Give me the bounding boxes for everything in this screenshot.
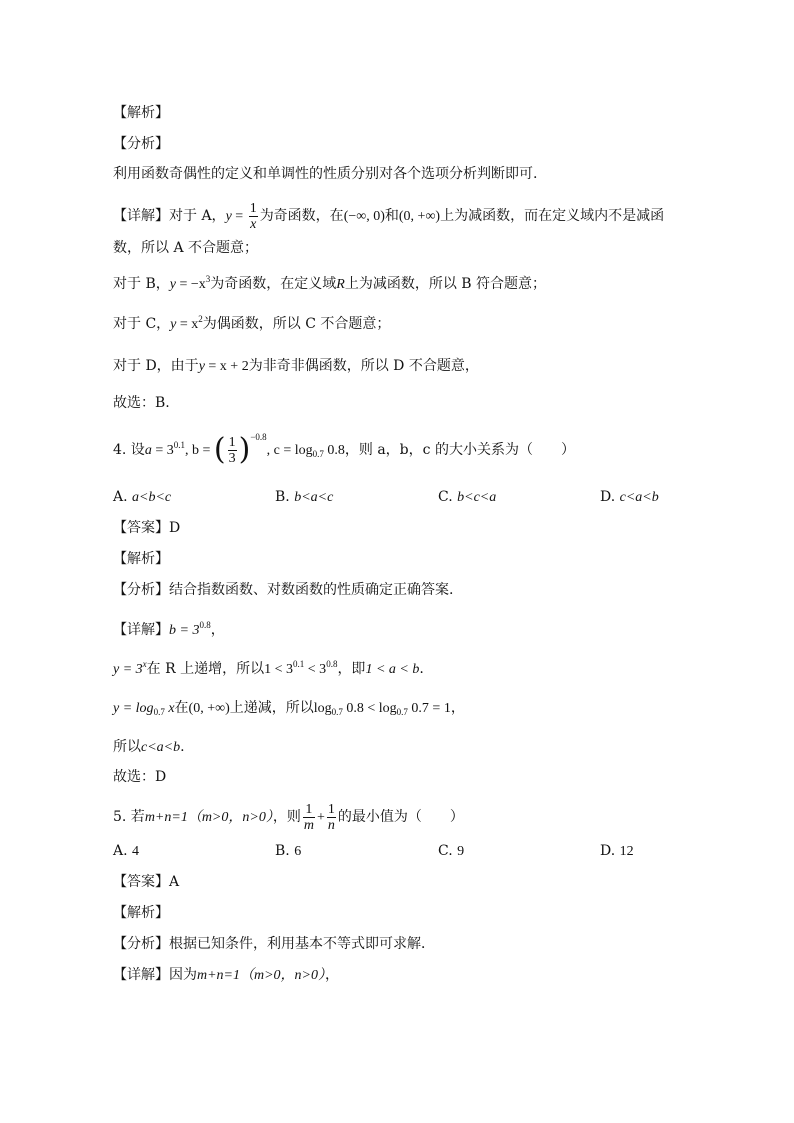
frac-denominator: 3	[228, 450, 236, 466]
answer-tag: 【答案】	[113, 874, 169, 890]
plus-sign: +	[316, 810, 325, 825]
q5-option-b[interactable]	[275, 841, 301, 862]
option-label: B.	[275, 843, 295, 859]
q4-c-arg: 0.8	[323, 443, 345, 458]
option-text: 4	[132, 844, 140, 859]
detail-c-intro: 对于 C，	[113, 316, 171, 332]
option-text: a<b<c	[132, 490, 172, 505]
option-text: 9	[457, 844, 465, 859]
q4-tail: ，则 a，b，c 的大小关系为（ ）	[344, 442, 575, 458]
and-text: 和	[384, 208, 399, 224]
frac-numerator: 1	[249, 200, 257, 216]
one-over-x-fraction	[249, 201, 258, 232]
q4-answer	[113, 518, 180, 538]
q5-options	[0, 841, 794, 861]
one-over-n-fraction	[327, 802, 336, 833]
q4-detail-1	[113, 620, 225, 641]
frac-denominator: m	[303, 817, 314, 833]
frac-denominator: x	[250, 216, 257, 232]
option-label: B.	[275, 489, 295, 505]
q4-b-exponent: −0.8	[250, 432, 267, 442]
q4-b-sep: , b =	[184, 443, 214, 458]
punct: .	[180, 739, 185, 755]
q5-option-c[interactable]	[438, 841, 464, 862]
q4-c-base: 0.7	[312, 449, 324, 459]
q5-then: ，则	[272, 809, 301, 825]
left-paren: (	[213, 432, 226, 467]
eq-sign: =	[231, 209, 247, 224]
option-text: 12	[619, 844, 634, 859]
frac-numerator: 1	[228, 434, 236, 450]
detail-d-intro: 对于 D，由于	[113, 358, 199, 374]
exponent: 0.8	[199, 620, 211, 630]
q5-analysis-heading: 【解析】	[113, 905, 169, 921]
detail-tag: 【详解】	[113, 622, 169, 638]
math-expr: x	[164, 701, 175, 716]
detail-tag: 【详解】	[113, 967, 169, 983]
detail-a-mid1: 为奇函数，在	[259, 208, 344, 224]
option-label: A.	[113, 489, 133, 505]
text: 在	[174, 700, 189, 716]
q4-option-b[interactable]	[275, 487, 333, 508]
log-base: 0.7	[396, 707, 408, 717]
q5-stem	[113, 800, 464, 835]
c-exponent: 2	[198, 314, 203, 324]
interval-negative: (−∞, 0)	[343, 209, 385, 224]
one-over-m-fraction	[303, 802, 315, 833]
answer-value: D	[169, 520, 181, 536]
math-expr: m+n=1（m>0，n>0）	[197, 968, 326, 983]
exponent: 0.8	[326, 659, 338, 669]
one-third-fraction	[228, 435, 237, 466]
fenxi-tag: 【分析】	[113, 582, 169, 598]
math-expr: 0.8 < log	[342, 701, 397, 716]
detail-b-line	[113, 274, 546, 295]
exponent: 0.1	[293, 659, 305, 669]
log-base: 0.7	[153, 707, 165, 717]
detail-a-intro: 对于 A，	[169, 208, 226, 224]
q4-option-a[interactable]	[113, 487, 171, 508]
answer-tag: 【答案】	[113, 520, 169, 536]
math-expr: b = 3	[169, 623, 200, 638]
text: 上递减，所以	[229, 700, 314, 716]
option-text: b<c<a	[457, 490, 497, 505]
option-label: A.	[113, 843, 133, 859]
var-y: y	[169, 277, 176, 292]
fenxi-text: 结合指数函数、对数函数的性质确定正确答案.	[169, 582, 454, 598]
detail-a-line2: 数，所以 A 不合题意；	[113, 240, 259, 256]
detail-d-end: 为非奇非偶函数，所以 D 不合题意，	[248, 358, 479, 374]
detail-a-line	[113, 200, 664, 233]
fenxi-heading: 【分析】	[113, 136, 169, 152]
option-label: C.	[438, 843, 458, 859]
q4-detail-4	[113, 737, 185, 758]
punct: ，	[325, 967, 340, 983]
punct: .	[419, 661, 424, 677]
punct: ，	[450, 700, 465, 716]
right-paren: )	[238, 432, 251, 467]
math-expr: y = 3	[113, 662, 143, 677]
option-text: 6	[294, 844, 302, 859]
var-y: y	[170, 317, 177, 332]
detail-c-line	[113, 314, 390, 335]
detail-tag: 【详解】	[113, 208, 169, 224]
q5-option-d[interactable]	[600, 841, 634, 862]
q5-tail: 的最小值为（ ）	[337, 809, 464, 825]
q4-detail-2	[113, 659, 424, 680]
q4-fenxi	[113, 580, 453, 600]
option-label: D.	[600, 843, 620, 859]
q5-detail	[113, 965, 339, 986]
detail-a-mid2: 上为减函数，而在定义域内不是减函	[440, 208, 665, 224]
q4-detail-3	[113, 698, 465, 719]
b-exponent: 3	[205, 274, 211, 284]
frac-numerator: 1	[303, 802, 315, 818]
detail-b-mid: 为奇函数，在定义域	[210, 276, 337, 292]
var-y: y	[198, 359, 205, 374]
math-expr: c<a<b	[141, 740, 181, 755]
b-rhs: = −x	[175, 277, 206, 292]
q4-a-exponent: 0.1	[173, 440, 185, 450]
math-expr: 1 < 3	[264, 662, 294, 677]
text: 因为	[169, 967, 197, 983]
q5-answer	[113, 872, 179, 892]
q4-prefix: 4. 设	[113, 442, 145, 458]
d-rhs: = x + 2	[204, 359, 249, 374]
q5-prefix: 5. 若	[113, 809, 145, 825]
q4-a-rhs: = 3	[151, 443, 174, 458]
detail-c-end: 为偶函数，所以 C 不合题意；	[202, 316, 391, 332]
q5-option-a[interactable]	[113, 841, 139, 862]
text: 在 R 上递增，所以	[146, 661, 265, 677]
fenxi-tag: 【分析】	[113, 936, 169, 952]
q5-fenxi	[113, 934, 435, 954]
log-base: 0.7	[331, 707, 343, 717]
math-expr: < 3	[304, 662, 327, 677]
var-y: y	[225, 209, 232, 224]
q5-condition: m+n=1（m>0，n>0）	[144, 810, 273, 825]
detail-d-line	[113, 356, 479, 377]
frac-denominator: n	[327, 817, 335, 833]
option-label: C.	[438, 489, 458, 505]
fenxi-text: 根据已知条件，利用基本不等式即可求解．	[169, 936, 435, 952]
fenxi-text: 利用函数奇偶性的定义和单调性的性质分别对各个选项分析判断即可.	[113, 166, 538, 182]
option-text: b<a<c	[294, 490, 334, 505]
q4-options	[0, 487, 794, 507]
math-expr: y = log	[113, 701, 154, 716]
q4-analysis-heading: 【解析】	[113, 551, 169, 567]
detail-b-end: 上为减函数，所以 B 符合题意；	[344, 276, 547, 292]
q4-option-c[interactable]	[438, 487, 496, 508]
exponent: x	[142, 659, 147, 669]
frac-numerator: 1	[327, 801, 335, 817]
q4-choice: 故选：D	[113, 769, 167, 785]
answer-value: A	[169, 874, 180, 890]
text: ，即	[337, 661, 366, 677]
var-R: R	[336, 277, 345, 292]
var-a: a	[144, 443, 152, 458]
math-expr: 0.7 = 1	[407, 701, 451, 716]
math-expr: log	[313, 701, 332, 716]
option-text: c<a<b	[619, 490, 659, 505]
q4-stem	[113, 430, 575, 471]
c-rhs: = x	[176, 317, 199, 332]
interval-positive: (0, +∞)	[398, 209, 441, 224]
interval: (0, +∞)	[188, 701, 230, 716]
analysis-heading: 【解析】	[113, 105, 169, 121]
detail-b-intro: 对于 B，	[113, 276, 170, 292]
option-label: D.	[600, 489, 620, 505]
punct: ，	[210, 622, 225, 638]
text: 所以	[113, 739, 141, 755]
choice-line: 故选：B.	[113, 395, 170, 411]
q4-option-d[interactable]	[600, 487, 659, 508]
q4-c-part: , c = log	[266, 443, 313, 458]
math-expr: 1 < a < b	[365, 662, 420, 677]
